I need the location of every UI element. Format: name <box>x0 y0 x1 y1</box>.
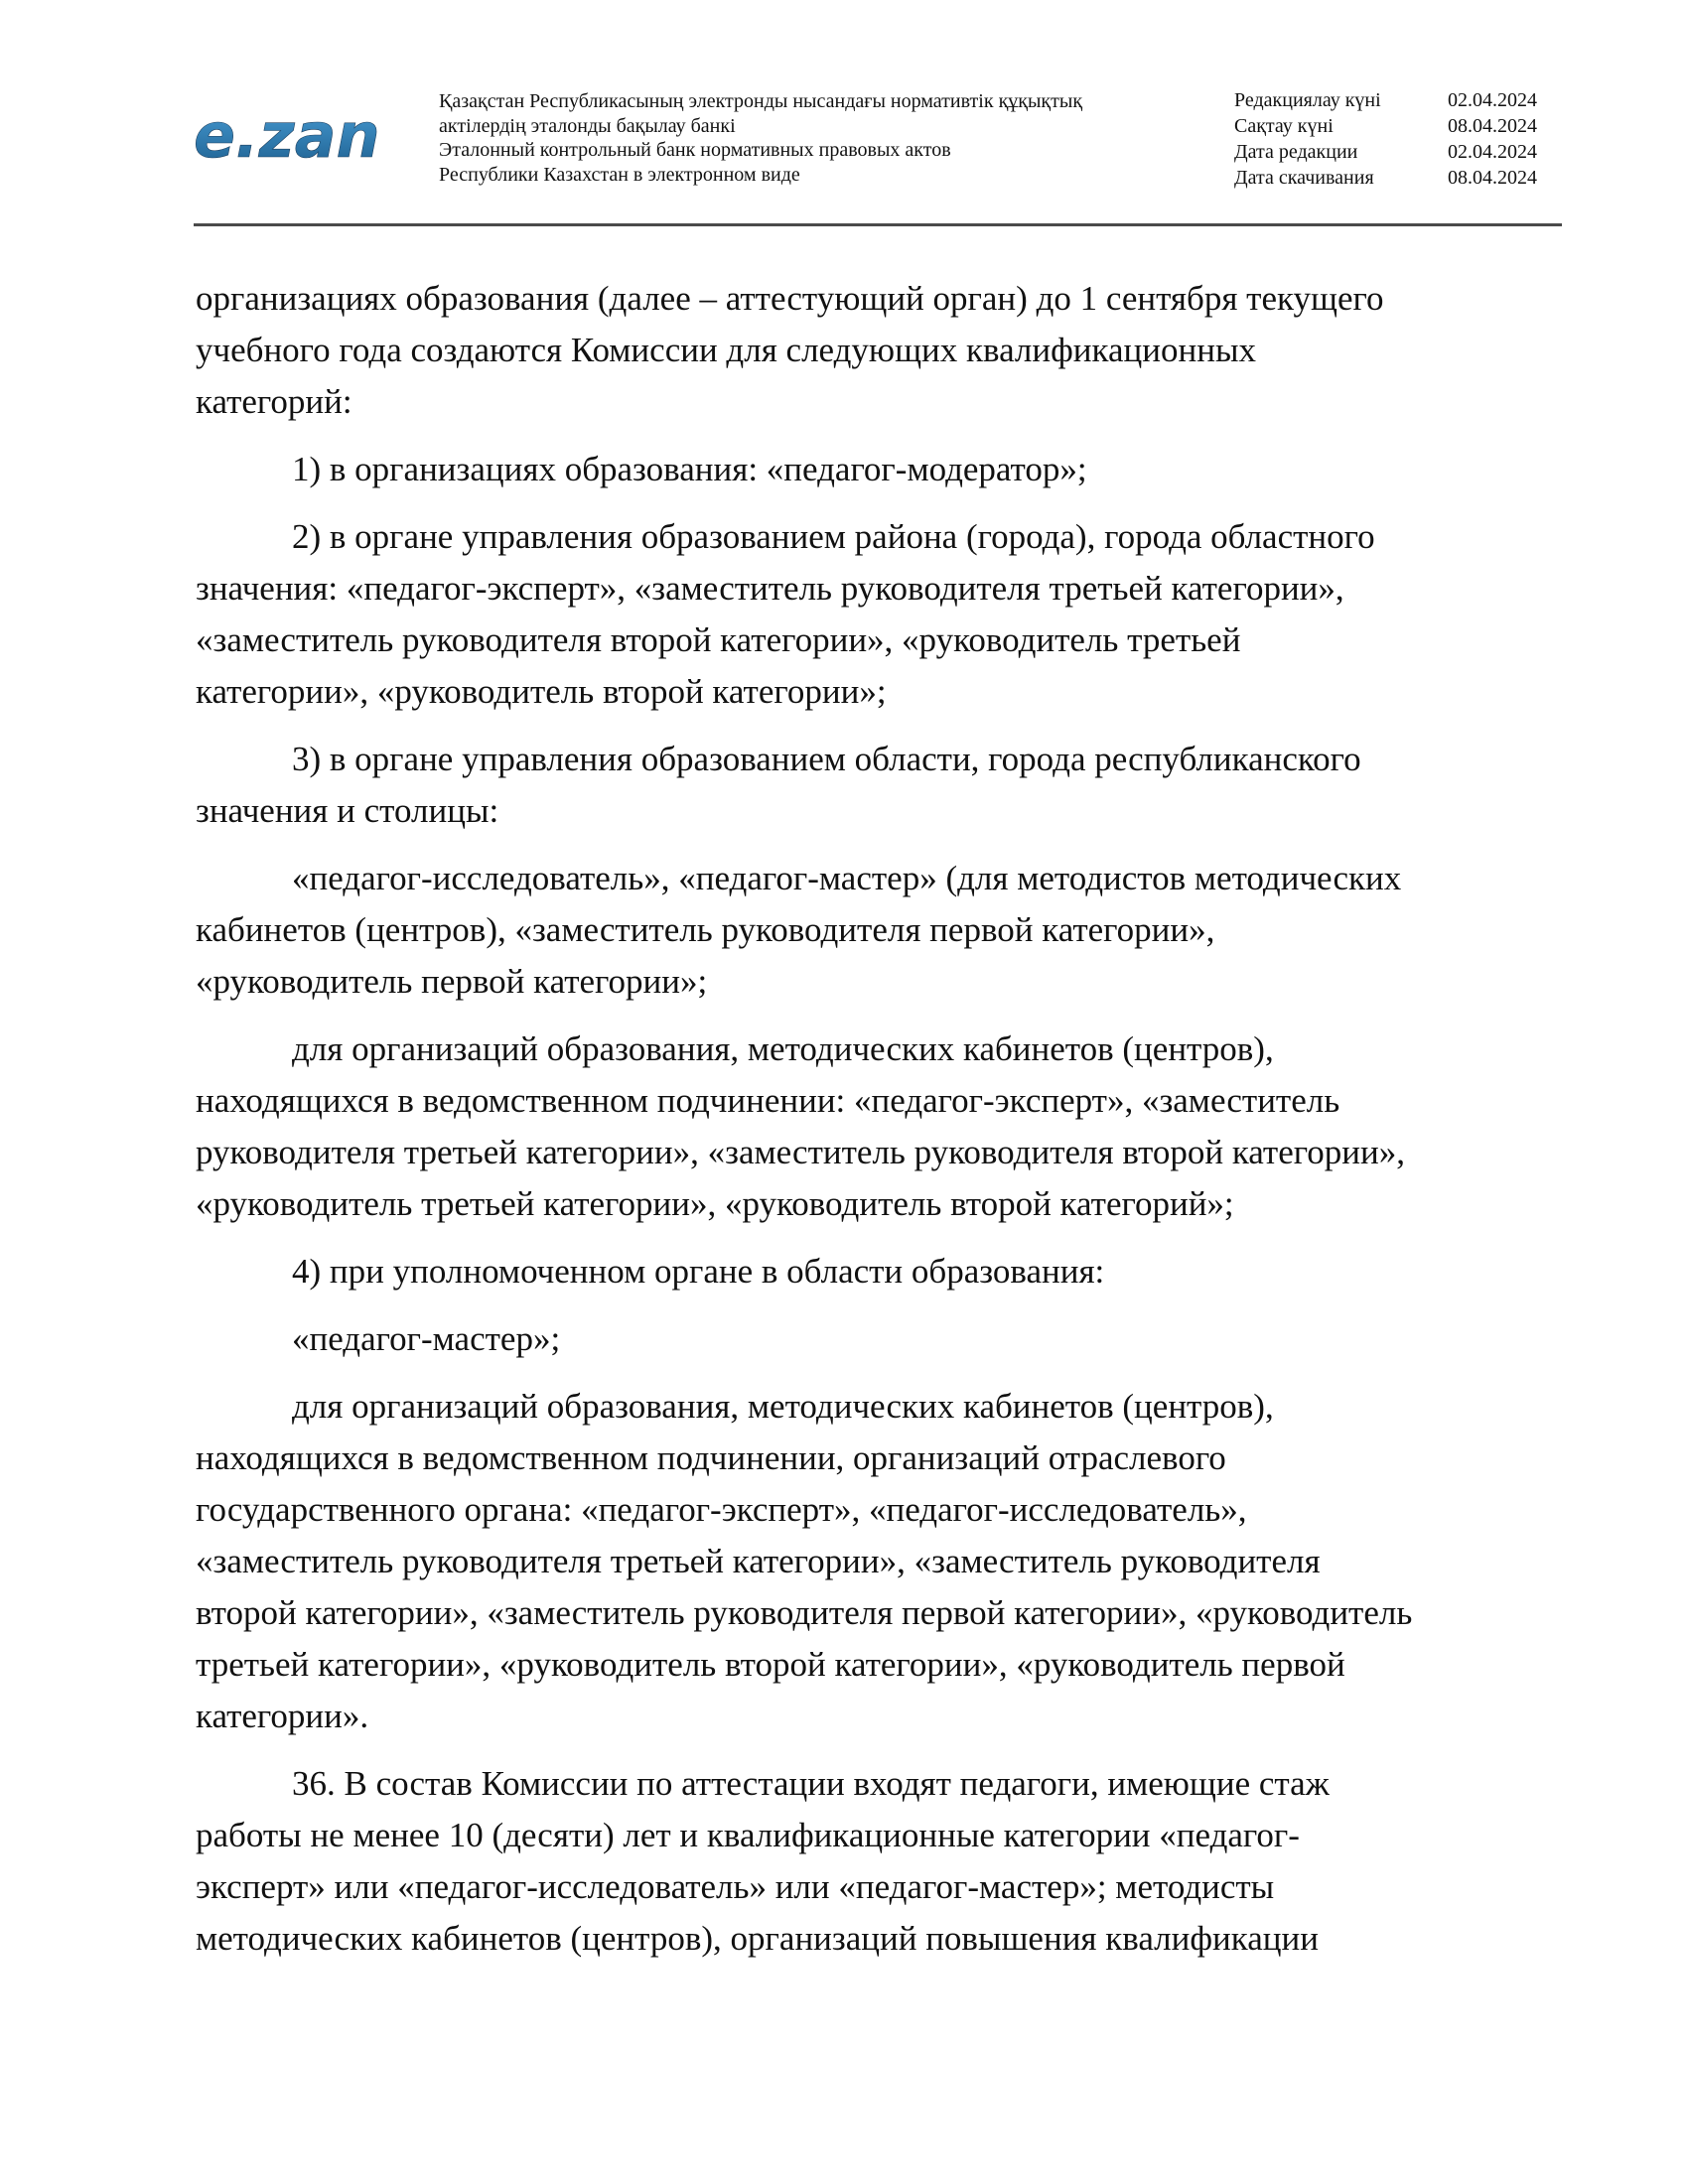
text-line: значения и столицы: <box>196 791 499 830</box>
text-line: для организаций образования, методических кабинетов (центров), <box>292 1387 1274 1426</box>
meta-value: 02.04.2024 <box>1448 89 1537 111</box>
text-line: находящихся в ведомственном подчинении: «педагог-эксперт», «заместитель <box>196 1081 1340 1120</box>
text-line: «заместитель руководителя второй категории», «руководитель третьей <box>196 620 1241 659</box>
header-title-line: Республики Казахстан в электронном виде <box>439 163 800 186</box>
text-line: работы не менее 10 (десяти) лет и квалификационные категории «педагог- <box>196 1816 1300 1854</box>
paragraph <box>196 1024 1564 1230</box>
text-line: государственного органа: «педагог-эксперт», «педагог-исследователь», <box>196 1490 1247 1529</box>
paragraph <box>196 1381 1564 1742</box>
meta-label: Сақтау күні <box>1234 115 1334 137</box>
paragraph <box>196 1313 1564 1365</box>
text-line: «руководитель первой категории»; <box>196 962 708 1001</box>
header-titles <box>439 89 1154 187</box>
document-body <box>196 273 1564 1980</box>
meta-row-edit-date-ru <box>1234 139 1559 165</box>
header-meta <box>1234 87 1559 191</box>
document-header <box>194 83 1559 222</box>
text-line: эксперт» или «педагог-исследователь» или «педагог-мастер»; методисты <box>196 1867 1275 1906</box>
meta-row-save-date-kz <box>1234 113 1559 139</box>
paragraph <box>196 1246 1564 1297</box>
paragraph <box>196 511 1564 718</box>
text-line: методических кабинетов (центров), организаций повышения квалификации <box>196 1919 1319 1958</box>
text-line: организациях образования (далее – аттестующий орган) до 1 сентября текущего <box>196 279 1384 318</box>
text-line: 3) в органе управления образованием области, города республиканского <box>292 740 1361 778</box>
header-title-line: Қазақстан Республикасының электронды нысандағы нормативтік құқықтық <box>439 90 1083 112</box>
meta-value: 02.04.2024 <box>1448 141 1537 163</box>
header-divider <box>194 223 1562 226</box>
text-line: кабинетов (центров), «заместитель руководителя первой категории», <box>196 910 1215 949</box>
text-line: находящихся в ведомственном подчинении, организаций отраслевого <box>196 1438 1226 1477</box>
text-line: категории». <box>196 1697 369 1735</box>
text-line: учебного года создаются Комиссии для следующих квалификационных <box>196 331 1256 369</box>
header-title-line: Эталонный контрольный банк нормативных правовых актов <box>439 139 951 161</box>
meta-label: Дата редакции <box>1234 141 1358 163</box>
text-line: «педагог-мастер»; <box>292 1319 561 1358</box>
meta-label: Дата скачивания <box>1234 167 1374 189</box>
paragraph <box>196 1758 1564 1965</box>
paragraph <box>196 273 1564 428</box>
meta-row-edit-date-kz <box>1234 87 1559 113</box>
text-line: второй категории», «заместитель руководителя первой категории», «руководитель <box>196 1593 1413 1632</box>
text-line: «руководитель третьей категории», «руководитель второй категорий»; <box>196 1184 1234 1223</box>
text-line: 36. В состав Комиссии по аттестации входят педагоги, имеющие стаж <box>292 1764 1330 1803</box>
text-line: «заместитель руководителя третьей категории», «заместитель руководителя <box>196 1542 1321 1580</box>
logo-text: e.zan <box>194 99 380 172</box>
text-line: «педагог-исследователь», «педагог-мастер» (для методистов методических <box>292 859 1402 897</box>
ezan-logo <box>194 97 392 172</box>
text-line: 4) при уполномоченном органе в области образования: <box>292 1252 1105 1291</box>
text-line: категорий: <box>196 382 352 421</box>
text-line: руководителя третьей категории», «заместитель руководителя второй категории», <box>196 1133 1405 1171</box>
text-line: 1) в организациях образования: «педагог-модератор»; <box>292 450 1087 488</box>
paragraph <box>196 444 1564 495</box>
text-line: категории», «руководитель второй категории»; <box>196 672 887 711</box>
text-line: 2) в органе управления образованием района (города), города областного <box>292 517 1375 556</box>
meta-value: 08.04.2024 <box>1448 167 1537 189</box>
meta-row-download-date-ru <box>1234 165 1559 191</box>
paragraph <box>196 853 1564 1008</box>
text-line: третьей категории», «руководитель второй категории», «руководитель первой <box>196 1645 1345 1684</box>
text-line: значения: «педагог-эксперт», «заместитель руководителя третьей категории», <box>196 569 1344 608</box>
meta-label: Редакциялау күні <box>1234 89 1381 111</box>
header-title-line: актілердің эталонды бақылау банкі <box>439 114 736 137</box>
meta-value: 08.04.2024 <box>1448 115 1537 137</box>
text-line: для организаций образования, методических кабинетов (центров), <box>292 1029 1274 1068</box>
paragraph <box>196 734 1564 837</box>
